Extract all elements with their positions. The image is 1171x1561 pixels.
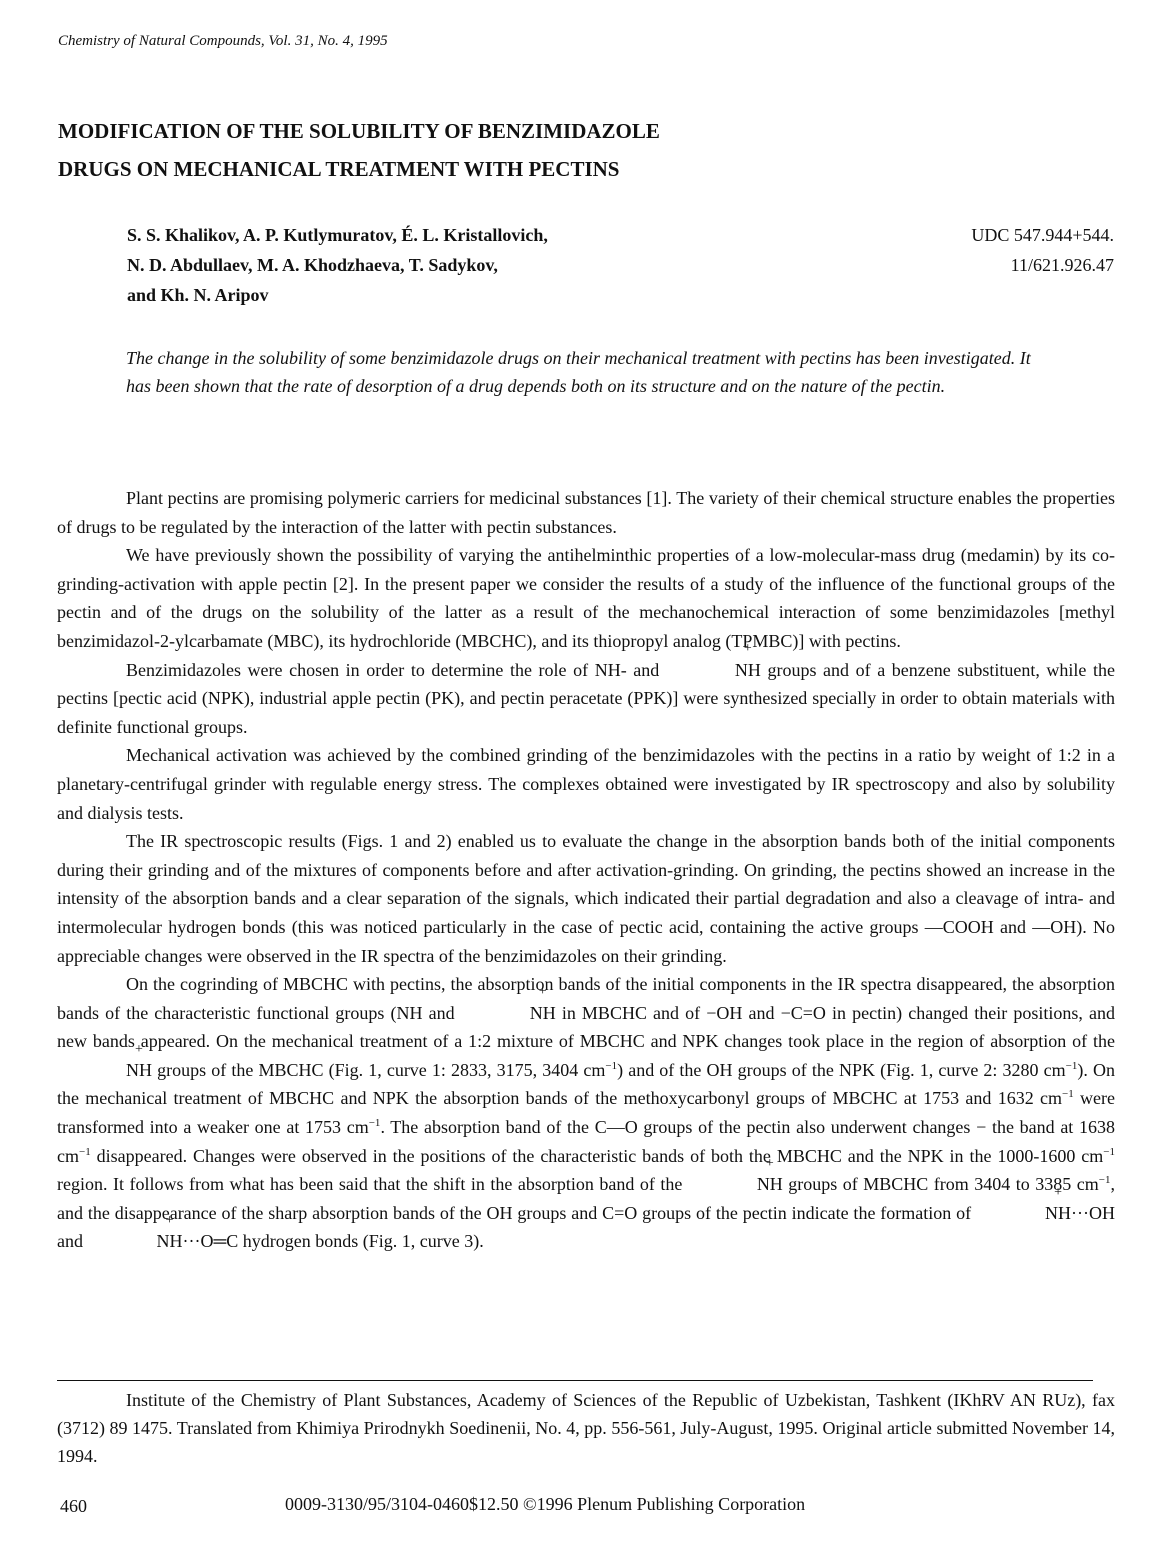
superscript: −1 bbox=[368, 1117, 381, 1130]
paragraph-5: The IR spectroscopic results (Figs. 1 and 2) enabled us to evaluate the change in the absorption bands both of the initial components during their grinding and of the mixtures of components before and after activation-grinding. On grinding, the pectins showed an increase in the intensity of the absorption bands and a clear separation of the signals, which indicated their partial degradation and also a cleavage of intra- and intermolecular hydrogen bonds (this was noticed particularly in the case of pectic acid, containing the active groups —COOH and —OH). No appreciable changes were observed in the IR spectra of the benzimidazoles on their grinding. bbox=[57, 831, 1115, 966]
superscript: −1 bbox=[1065, 1059, 1078, 1072]
footnote-text: Institute of the Chemistry of Plant Substances, Academy of Sciences of the Republic of Uzbekistan, Tashkent (IKhRV AN RUz), fax (3712) 89 1475. Translated from Khimiya Prirodnykh Soedinenii, No. 4, pp. 556-561, July-August, 1995. Original article submitted November 14, 1994. bbox=[57, 1390, 1115, 1466]
authors bbox=[127, 220, 827, 310]
udc-line-1: UDC 547.944+544. bbox=[971, 225, 1114, 245]
paragraph-1: Plant pectins are promising polymeric carriers for medicinal substances [1]. The variety of their chemical structure enables the properties of drugs to be regulated by the interaction of the latter with pectin substances. bbox=[57, 488, 1115, 537]
body-text bbox=[57, 484, 1115, 1256]
text-run: . The absorption band of the C—O groups of the pectin also underwent changes − the band at 1638 cm bbox=[57, 1117, 1115, 1166]
text-run: ···OH and bbox=[57, 1202, 1115, 1252]
superscript: −1 bbox=[1103, 1145, 1115, 1158]
text-run: Benzimidazoles were chosen in order to determine the role of NH- and bbox=[126, 659, 666, 680]
paragraph-6 bbox=[57, 970, 1115, 1256]
authors-line-3: and Kh. N. Aripov bbox=[127, 285, 269, 305]
text-run: groups and of a benzene substituent, while the pectins [pectic acid (NPK), industrial apple pectin (PK), and pectin peracetate (PPK)] were synthesized specially in order to obtain materials with definite functional groups. bbox=[57, 659, 1115, 737]
udc-code bbox=[814, 220, 1114, 280]
paragraph-3 bbox=[57, 656, 1115, 742]
authors-line-2: N. D. Abdullaev, M. A. Khodzhaeva, T. Sadykov, bbox=[127, 255, 498, 275]
title-line-1: MODIFICATION OF THE SOLUBILITY OF BENZIMIDAZOLE bbox=[58, 119, 660, 143]
text-run: On the cogrinding of MBCHC with pectins, the absorption bands of the initial components in the IR spectra disappeared, the absorption bands of the characteristic functional groups (NH and bbox=[57, 974, 1115, 1023]
nh-plus: + NH bbox=[461, 999, 556, 1028]
paragraph-2: We have previously shown the possibility of varying the antihelminthic properties of a low-molecular-mass drug (medamin) by its co-grinding-activation with apple pectin [2]. In the present paper we consider the results of a study of the influence of the functional groups of the pectin and of the drugs on the solubility of the latter as a result of the mechanochemical interaction of some benzimidazoles [methyl benzimidazol-2-ylcarbamate (MBC), its hydrochloride (MBCHC), and its thiopropyl analog (TPMBC)] with pectins. bbox=[57, 545, 1115, 651]
superscript: −1 bbox=[1062, 1088, 1074, 1101]
text-run: groups of the MBCHC (Fig. 1, curve 1: 2833, 3175, 3404 cm bbox=[152, 1059, 606, 1080]
title-line-2: DRUGS ON MECHANICAL TREATMENT WITH PECTINS bbox=[58, 157, 620, 181]
text-run: , and the disappearance of the sharp absorption bands of the OH groups and C=O groups of the pectin indicate the formation of bbox=[57, 1174, 1115, 1223]
text-run: ) and of the OH groups of the NPK (Fig. 1, curve 2: 3280 cm bbox=[617, 1059, 1066, 1080]
footnote-divider bbox=[57, 1380, 1093, 1381]
nh-plus: + NH bbox=[57, 1056, 152, 1085]
article-title bbox=[58, 112, 1108, 188]
text-run: ). On the mechanical treatment of MBCHC and NPK the absorption bands of the methoxycarbonyl groups of MBCHC at 1753 and 1632 cm bbox=[57, 1059, 1115, 1109]
nh-plus: + NH bbox=[88, 1227, 183, 1256]
text-run: disappeared. Changes were observed in the positions of the characteristic bands of both the MBCHC and the NPK in the 1000-1600 cm bbox=[90, 1145, 1104, 1166]
journal-header: Chemistry of Natural Compounds, Vol. 31, No. 4, 1995 bbox=[58, 33, 388, 49]
superscript: −1 bbox=[79, 1145, 91, 1158]
text-run: were transformed into a weaker one at 1753 cm bbox=[57, 1088, 1115, 1138]
paragraph-4: Mechanical activation was achieved by the combined grinding of the benzimidazoles with the pectins in a ratio by weight of 1:2 in a planetary-centrifugal grinder with regulable energy stress. The complexes obtained were investigated by IR spectroscopy and also by solubility and dialysis tests. bbox=[57, 745, 1115, 823]
udc-line-2: 11/621.926.47 bbox=[1010, 255, 1114, 275]
nh-plus: + NH bbox=[976, 1199, 1071, 1228]
abstract: The change in the solubility of some benzimidazole drugs on their mechanical treatment with pectins has been investigated. It has been shown that the rate of desorption of a drug depends both on its structure and on the nature of the pectin. bbox=[126, 348, 1031, 396]
nh-plus: + NH bbox=[688, 1170, 783, 1199]
text-run: region. It follows from what has been said that the shift in the absorption band of the bbox=[57, 1174, 688, 1195]
superscript: −1 bbox=[1098, 1174, 1111, 1187]
copyright-line: 0009-3130/95/3104-0460$12.50 ©1996 Plenum Publishing Corporation bbox=[285, 1494, 806, 1514]
text-run: in MBCHC and of −OH and −C=O in pectin) changed their positions, and new bands appeared. On the mechanical treatment of a 1:2 mixture of MBCHC and NPK changes took place in the region of absorption of the bbox=[57, 1002, 1115, 1052]
footnote bbox=[57, 1386, 1115, 1470]
nh-plus: + NH bbox=[666, 656, 761, 685]
authors-line-1: S. S. Khalikov, A. P. Kutlymuratov, É. L. Kristallovich, bbox=[127, 225, 548, 245]
text-run: groups of MBCHC from 3404 to 3385 cm bbox=[782, 1174, 1099, 1195]
page-number: 460 bbox=[60, 1496, 87, 1516]
superscript: −1 bbox=[605, 1059, 618, 1072]
text-run: ···O═C hydrogen bonds (Fig. 1, curve 3). bbox=[182, 1231, 484, 1252]
